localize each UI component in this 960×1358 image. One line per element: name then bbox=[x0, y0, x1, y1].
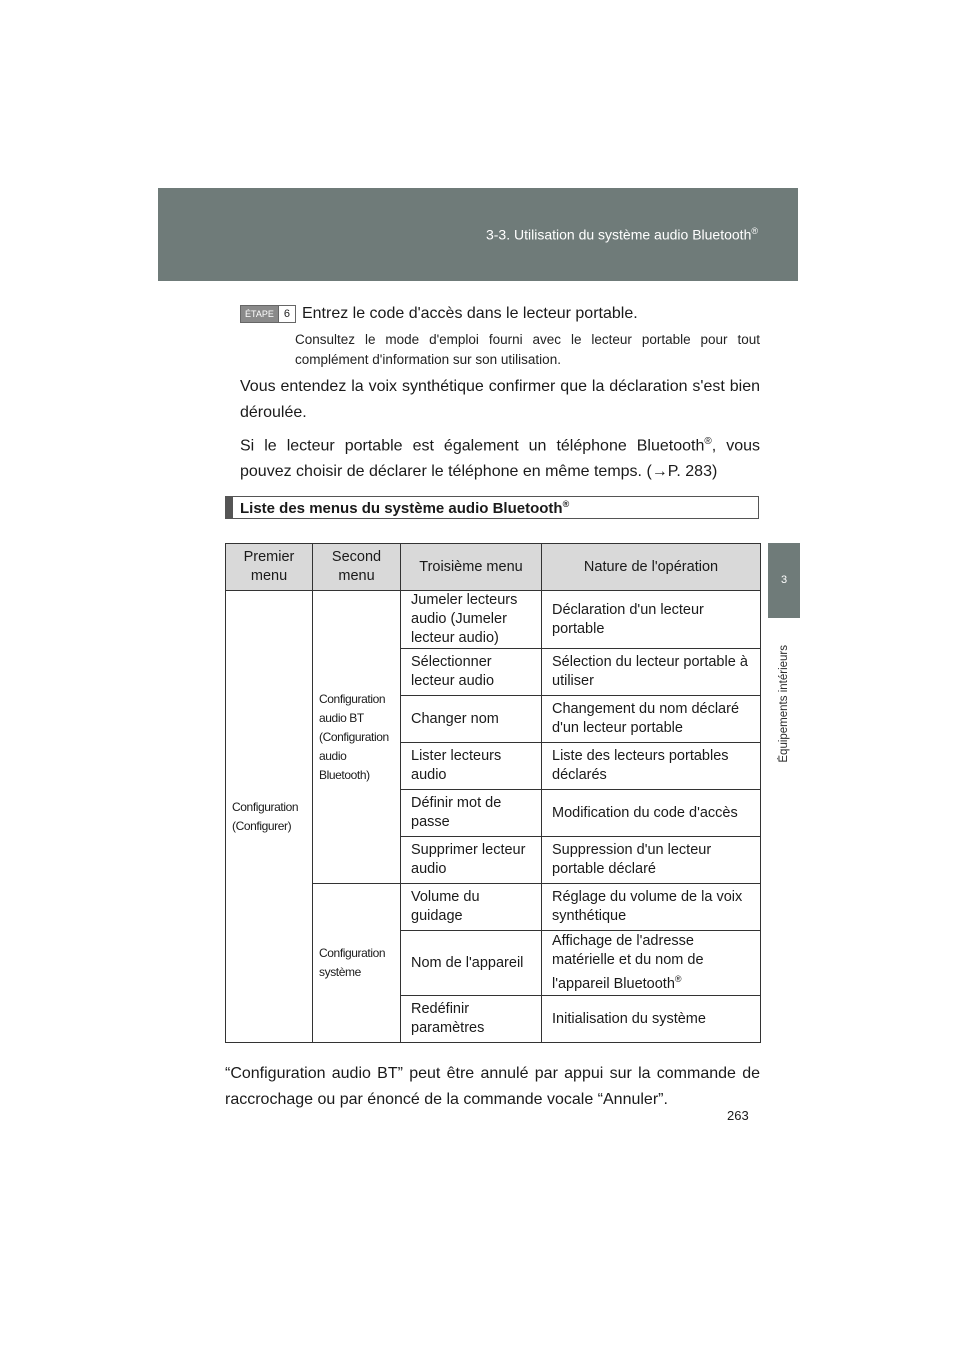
table-row bbox=[226, 591, 761, 649]
section-heading-bar bbox=[226, 497, 233, 518]
operation-cell: Sélection du lecteur portable à utiliser bbox=[542, 649, 761, 696]
third-menu-cell: Sélectionner lecteur audio bbox=[401, 649, 542, 696]
header-first-menu: Premier menu bbox=[226, 544, 313, 591]
third-menu-cell: Redéfinir paramètres bbox=[401, 996, 542, 1043]
chapter-header-band bbox=[158, 188, 798, 281]
step-badge-number: 6 bbox=[278, 306, 295, 322]
step-badge bbox=[240, 305, 296, 323]
operation-cell: Réglage du volume de la voix synthétique bbox=[542, 884, 761, 931]
third-menu-cell: Supprimer lecteur audio bbox=[401, 837, 542, 884]
header-second-menu: Second menu bbox=[313, 544, 401, 591]
operation-cell: Suppression d'un lecteur portable déclaré bbox=[542, 837, 761, 884]
section-heading-text: Liste des menus du système audio Bluetooth® bbox=[240, 498, 570, 517]
operation-cell: Liste des lecteurs portables déclarés bbox=[542, 743, 761, 790]
step-badge-label: ÉTAPE bbox=[241, 306, 278, 322]
third-menu-cell: Jumeler lecteurs audio (Jumeler lecteur audio) bbox=[401, 591, 542, 649]
first-menu-cell: Configuration (Configurer) bbox=[226, 591, 313, 1043]
footnote-cancel: “Configuration audio BT” peut être annulé par appui sur la commande de raccrochage ou par énoncé de la commande vocale “Annuler”. bbox=[225, 1065, 760, 1108]
operation-cell: Modification du code d'accès bbox=[542, 790, 761, 837]
third-menu-cell: Volume du guidage bbox=[401, 884, 542, 931]
third-menu-cell: Lister lecteurs audio bbox=[401, 743, 542, 790]
step-6 bbox=[240, 305, 638, 323]
paragraph-phone: Si le lecteur portable est également un téléphone Bluetooth®, vous pouvez choisir de déclarer le téléphone en même temps. (→P. 283) bbox=[240, 436, 761, 481]
step-text: Entrez le code d'accès dans le lecteur portable. bbox=[301, 305, 638, 322]
operation-cell: Changement du nom déclaré d'un lecteur portable bbox=[542, 696, 761, 743]
step-note: Consultez le mode d'emploi fourni avec le lecteur portable pour tout complément d'information sur son utilisation. bbox=[295, 332, 760, 367]
section-heading bbox=[225, 496, 759, 519]
page-number: 263 bbox=[727, 1108, 749, 1123]
third-menu-cell: Définir mot de passe bbox=[401, 790, 542, 837]
chapter-title: 3-3. Utilisation du système audio Bluetooth® bbox=[485, 226, 758, 243]
header-third-menu: Troisième menu bbox=[401, 544, 542, 591]
chapter-number-tab: 3 bbox=[768, 543, 800, 618]
header-operation: Nature de l'opération bbox=[542, 544, 761, 591]
paragraph-confirmation: Vous entendez la voix synthétique confirmer que la déclaration s'est bien déroulée. bbox=[240, 378, 760, 421]
chapter-side-label: Équipements intérieurs bbox=[778, 645, 790, 763]
operation-cell: Affichage de l'adresse matérielle et du nom de l'appareil Bluetooth® bbox=[542, 931, 761, 996]
operation-cell: Déclaration d'un lecteur portable bbox=[542, 591, 761, 649]
menu-table bbox=[225, 543, 761, 1043]
third-menu-cell: Changer nom bbox=[401, 696, 542, 743]
operation-cell: Initialisation du système bbox=[542, 996, 761, 1043]
second-menu-cell-system: Configuration système bbox=[313, 884, 401, 1043]
second-menu-cell-bt: Configuration audio BT (Configuration audio Bluetooth) bbox=[313, 591, 401, 884]
third-menu-cell: Nom de l'appareil bbox=[401, 931, 542, 996]
table-header-row bbox=[226, 544, 761, 591]
